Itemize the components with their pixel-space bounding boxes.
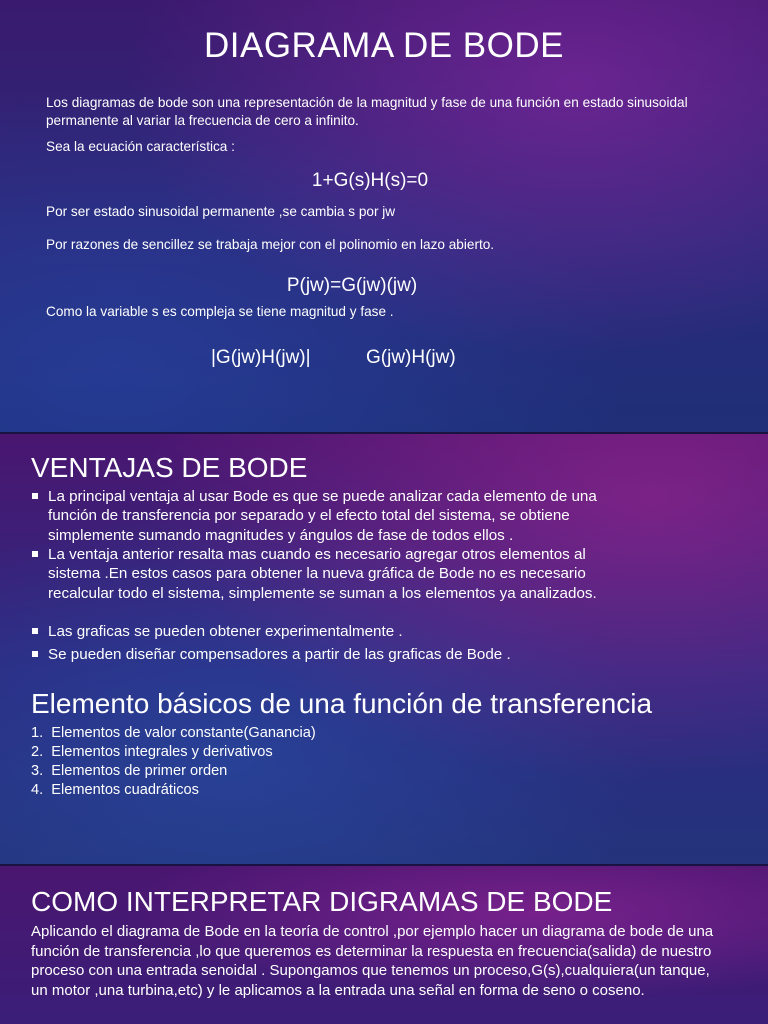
bullet-item [32, 645, 632, 664]
slide-como-interpretar [0, 866, 768, 1024]
slide-diagrama-de-bode [0, 0, 768, 432]
intro-text: Los diagramas de bode son una representación de la magnitud y fase de una función en estado sinusoidal permanente al variar la frecuencia de cero a infinito. [46, 95, 688, 128]
equation-phase: G(jw)H(jw) [366, 347, 456, 368]
slide-title: DIAGRAMA DE BODE [203, 26, 565, 65]
bullet-marker [32, 551, 38, 557]
variable-compleja-text: Como la variable s es compleja se tiene magnitud y fase . [46, 304, 394, 319]
sea-ecuacion-text: Sea la ecuación característica : [46, 139, 235, 154]
bullet-item [32, 622, 632, 641]
bullet-item [32, 487, 632, 545]
razones-text: Por razones de sencillez se trabaja mejor con el polinomio en lazo abierto. [46, 237, 495, 252]
section-subtitle: Elemento básicos de una función de transferencia [31, 688, 653, 719]
bullet-marker [32, 651, 38, 657]
numbered-item: 3. Elementos de primer orden [31, 763, 228, 779]
slide-paragraph: Aplicando el diagrama de Bode en la teoría de control ,por ejemplo hacer un diagrama de bode de una función de transferencia ,lo que queremos es determinar la respuesta en frecuencia(salida) de nuestro proceso con una entrada senoidal . Supongamos que tenemos un proceso,G(s),cualquiera(un tanque, un motor ,una turbina,etc) y le aplicamos a la entrada una señal en forma de seno o coseno. [31, 923, 714, 999]
numbered-item: 1. Elementos de valor constante(Ganancia) [31, 725, 316, 741]
slide-title: VENTAJAS DE BODE [31, 452, 308, 483]
equation-open-loop: P(jw)=G(jw)(jw) [286, 275, 418, 296]
slide-title: COMO INTERPRETAR DIGRAMAS DE BODE [31, 886, 613, 917]
equation-magnitude: |G(jw)H(jw)| [211, 347, 311, 368]
bullet-marker [32, 628, 38, 634]
equation-characteristic: 1+G(s)H(s)=0 [311, 170, 429, 191]
numbered-item: 2. Elementos integrales y derivativos [31, 744, 273, 760]
slide-ventajas-de-bode [0, 434, 768, 864]
bullet-text: Se pueden diseñar compensadores a partir de las graficas de Bode . [48, 646, 511, 663]
bullet-text: La ventaja anterior resalta mas cuando es necesario agregar otros elementos al sistema .En estos casos para obtener la nueva gráfica de Bode no es necesario recalcular todo el sistema, simplemente se suman a los elementos ya analizados. [48, 546, 597, 602]
numbered-item: 4. Elementos cuadráticos [31, 782, 199, 798]
bullet-marker [32, 493, 38, 499]
bullet-text: Las graficas se pueden obtener experimentalmente . [48, 623, 403, 640]
sinusoidal-text: Por ser estado sinusoidal permanente ,se cambia s por jw [46, 204, 396, 219]
bullet-item [32, 545, 632, 603]
bullet-text: La principal ventaja al usar Bode es que se puede analizar cada elemento de una función de transferencia por separado y el efecto total del sistema, se obtiene simplemente sumando magnitudes y ángulos de fase de todos ellos . [48, 488, 597, 544]
